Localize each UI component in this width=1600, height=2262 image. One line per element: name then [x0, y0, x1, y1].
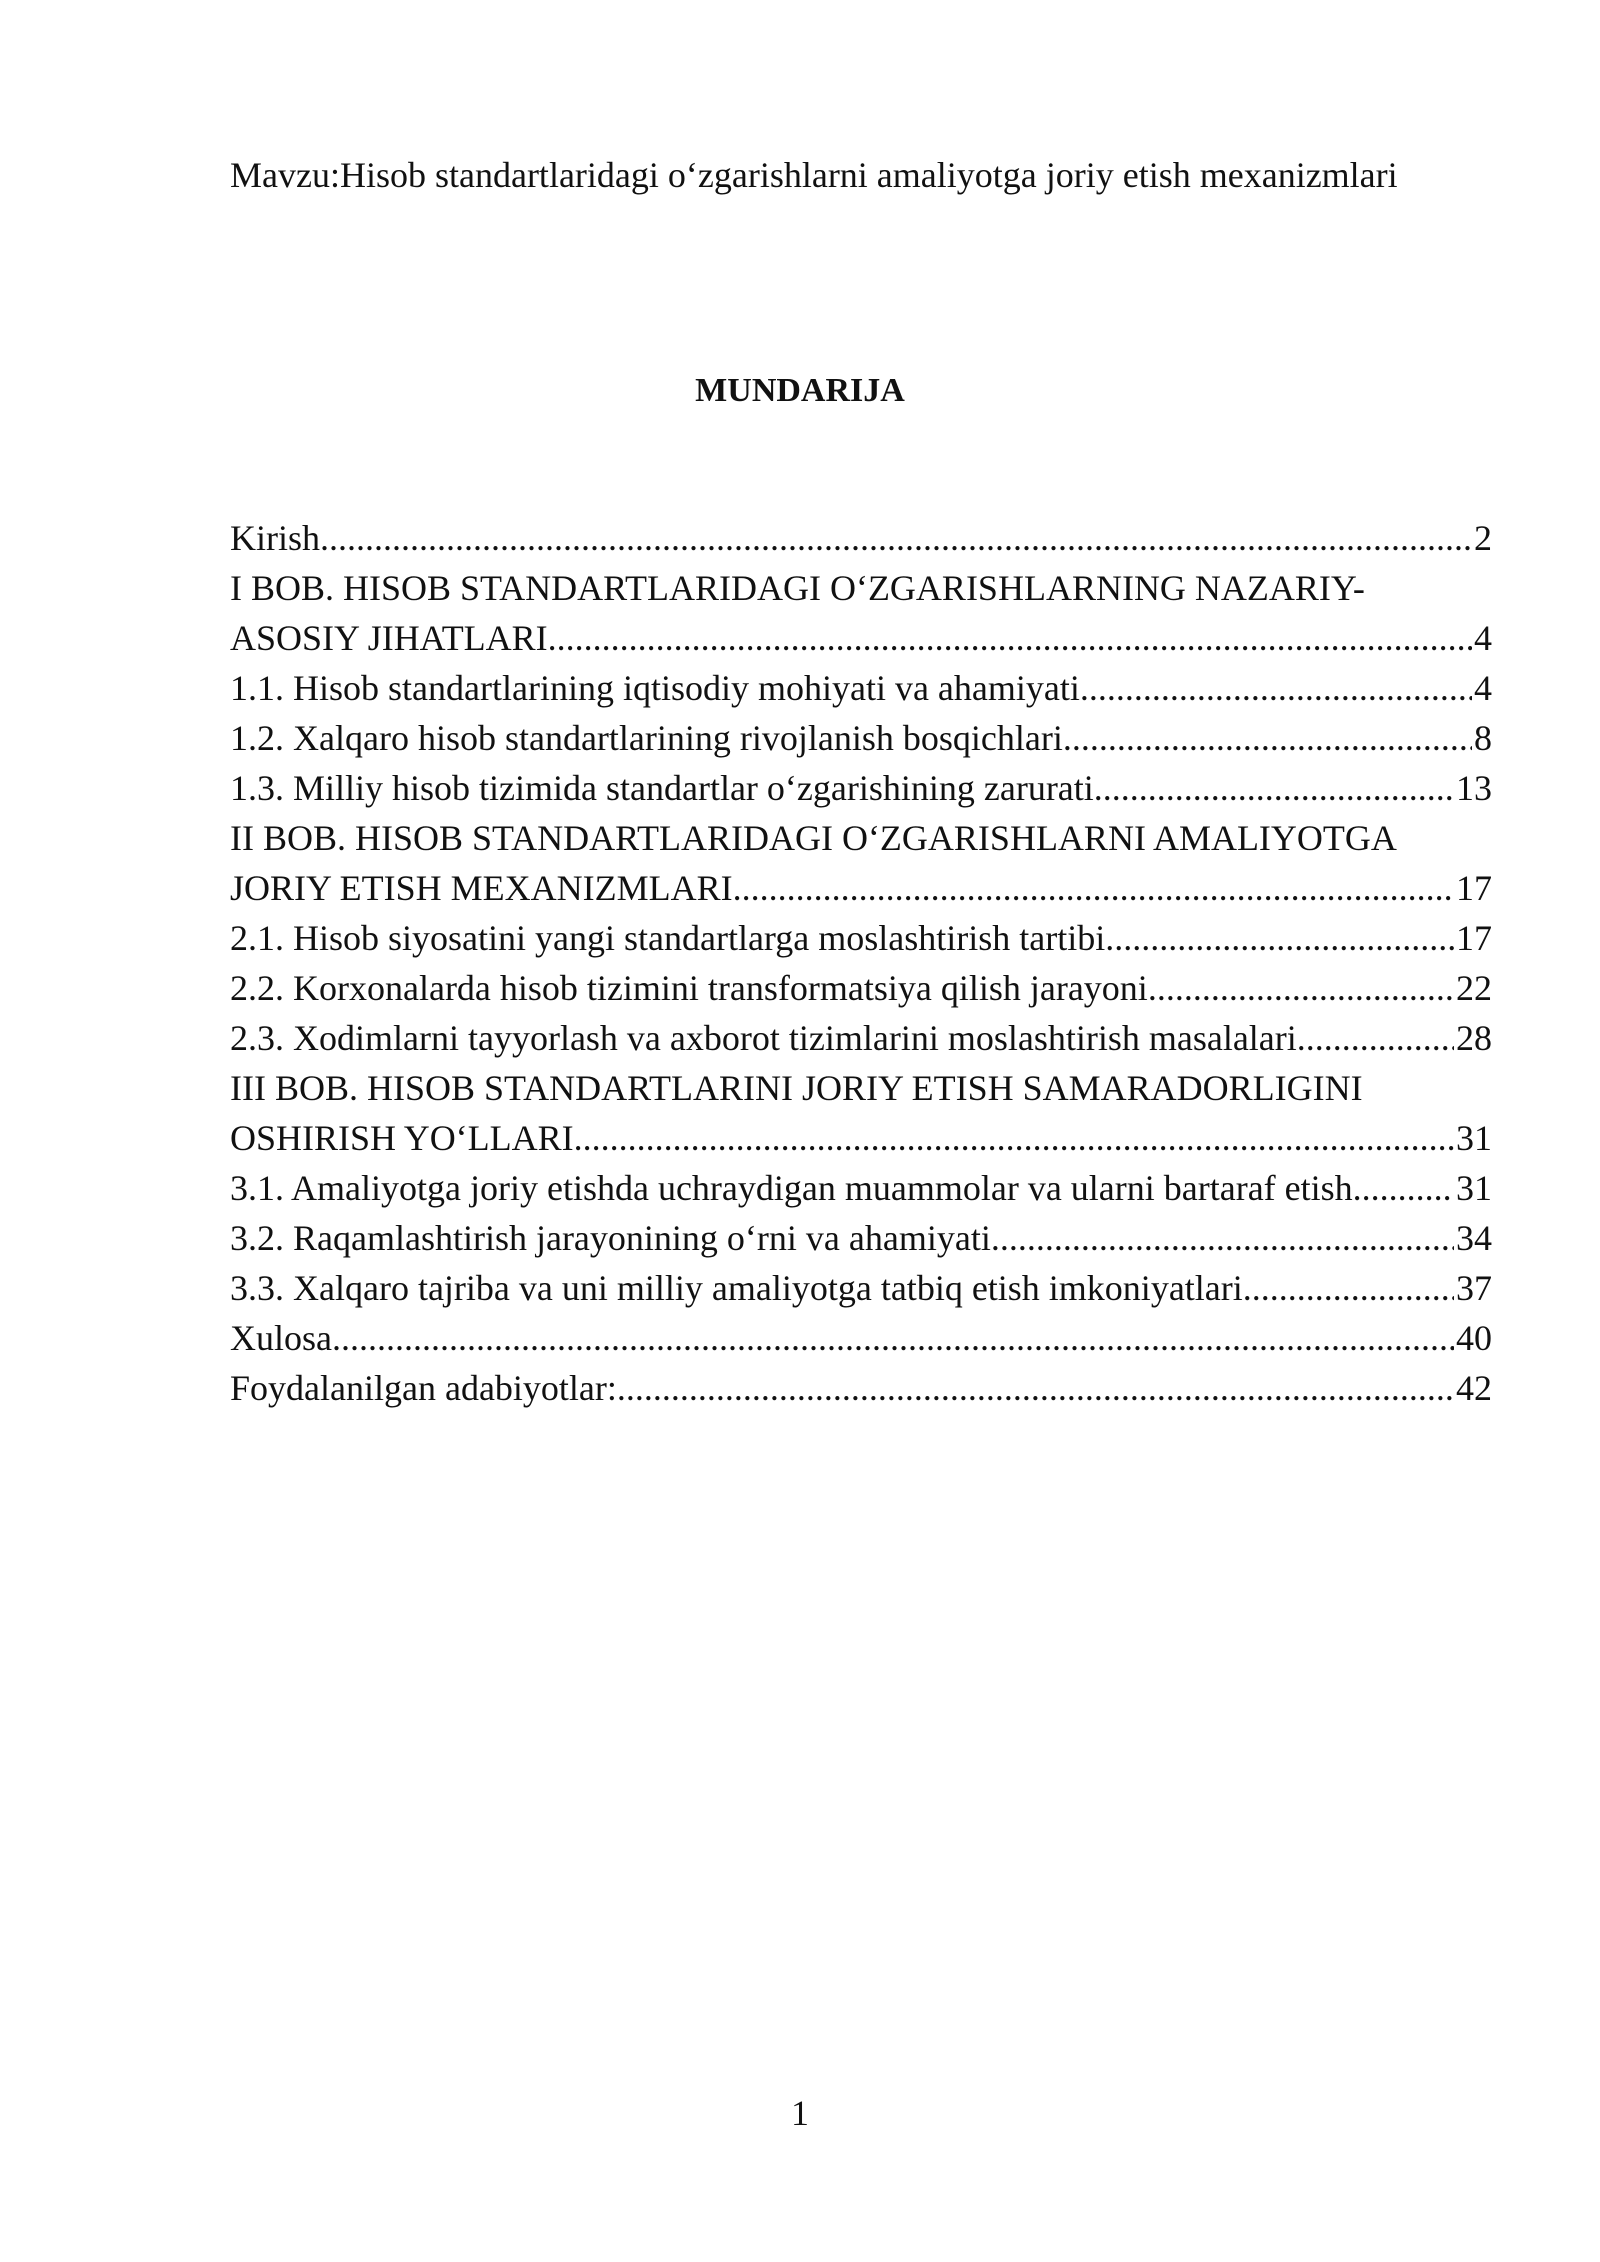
toc-entry[interactable]: [230, 1063, 1492, 1163]
toc-dot-leader: [1063, 713, 1472, 763]
toc-dot-leader: [1148, 963, 1454, 1013]
toc-entry-title: Foydalanilgan adabiyotlar:: [230, 1368, 617, 1408]
toc-entry-line: [230, 1363, 1492, 1413]
toc-entry-title: Kirish: [230, 518, 320, 558]
toc-entry-line: [230, 763, 1492, 813]
toc-entry-title: JORIY ETISH MEXANIZMLARI: [230, 868, 733, 908]
toc-dot-leader: [1080, 663, 1472, 713]
toc-entry[interactable]: [230, 1013, 1492, 1063]
toc-entry-page: 17: [1456, 868, 1492, 908]
toc-entry-title: 1.2. Xalqaro hisob standartlarining rivojlanish bosqichlari: [230, 718, 1063, 758]
toc-entry[interactable]: [230, 713, 1492, 763]
toc-entry-line: [230, 963, 1492, 1013]
toc-entry-title: ASOSIY JIHATLARI: [230, 618, 548, 658]
toc-entry[interactable]: [230, 1263, 1492, 1313]
toc-dot-leader: [1353, 1163, 1454, 1213]
toc-entry-line: [230, 863, 1492, 913]
toc-entry-title: 2.3. Xodimlarni tayyorlash va axborot tizimlarini moslashtirish masalalari: [230, 1018, 1297, 1058]
toc-entry[interactable]: [230, 513, 1492, 563]
toc-entry-title: 2.1. Hisob siyosatini yangi standartlarga moslashtirish tartibi: [230, 918, 1106, 958]
page-number: 1: [791, 2093, 809, 2133]
toc-entry-line: [230, 1013, 1492, 1063]
toc-entry-line: [230, 663, 1492, 713]
toc-entry-title: 3.1. Amaliyotga joriy etishda uchraydigan muammolar va ularni bartaraf etish: [230, 1168, 1353, 1208]
toc-dot-leader: [548, 613, 1472, 663]
toc-entry-line: [230, 1263, 1492, 1313]
toc-heading: MUNDARIJA: [695, 372, 905, 409]
toc-entry[interactable]: [230, 763, 1492, 813]
toc-entry[interactable]: [230, 913, 1492, 963]
toc-entry-title-line: III BOB. HISOB STANDARTLARINI JORIY ETISH SAMARADORLIGINI: [230, 1068, 1363, 1108]
toc-entry-line: [230, 1213, 1492, 1263]
toc-entry-page: 8: [1474, 718, 1492, 758]
toc-entry-title: 3.3. Xalqaro tajriba va uni milliy amaliyotga tatbiq etish imkoniyatlari: [230, 1268, 1243, 1308]
toc-entry[interactable]: [230, 1313, 1492, 1363]
toc-dot-leader: [332, 1313, 1454, 1363]
toc-entry-page: 17: [1456, 918, 1492, 958]
toc-entry[interactable]: [230, 1163, 1492, 1213]
toc-entry-title: 1.3. Milliy hisob tizimida standartlar o‘zgarishining zarurati: [230, 768, 1094, 808]
toc-entry-page: 4: [1474, 668, 1492, 708]
toc-dot-leader: [1243, 1263, 1454, 1313]
toc-entry[interactable]: [230, 563, 1492, 663]
toc-entry-page: 13: [1456, 768, 1492, 808]
toc-dot-leader: [1105, 913, 1454, 963]
toc-entry-page: 40: [1456, 1318, 1492, 1358]
toc-entry-title: 3.2. Raqamlashtirish jarayonining o‘rni va ahamiyati: [230, 1218, 991, 1258]
toc-entry-title: 1.1. Hisob standartlarining iqtisodiy mohiyati va ahamiyati: [230, 668, 1080, 708]
toc-dot-leader: [733, 863, 1454, 913]
toc-dot-leader: [1094, 763, 1454, 813]
toc-entry-page: 42: [1456, 1368, 1492, 1408]
toc-entry-line: [230, 513, 1492, 563]
toc-entry[interactable]: [230, 663, 1492, 713]
toc-entry[interactable]: [230, 963, 1492, 1013]
toc-entry-title: 2.2. Korxonalarda hisob tizimini transformatsiya qilish jarayoni: [230, 968, 1148, 1008]
toc-entry-title-line: I BOB. HISOB STANDARTLARIDAGI O‘ZGARISHLARNING NAZARIY-: [230, 568, 1365, 608]
toc-entry-page: 31: [1456, 1118, 1492, 1158]
table-of-contents: [230, 513, 1492, 1413]
toc-entry-page: 37: [1456, 1268, 1492, 1308]
toc-entry-line: [230, 1113, 1492, 1163]
toc-entry-line: [230, 913, 1492, 963]
toc-entry-page: 28: [1456, 1018, 1492, 1058]
toc-entry-line: [230, 1313, 1492, 1363]
toc-dot-leader: [991, 1213, 1454, 1263]
toc-entry-page: 34: [1456, 1218, 1492, 1258]
toc-entry-page: 4: [1474, 618, 1492, 658]
toc-entry-line: [230, 713, 1492, 763]
toc-dot-leader: [617, 1363, 1454, 1413]
toc-entry[interactable]: [230, 1213, 1492, 1263]
toc-entry-page: 22: [1456, 968, 1492, 1008]
toc-entry-line: [230, 1163, 1492, 1213]
toc-entry-page: 2: [1474, 518, 1492, 558]
toc-dot-leader: [574, 1113, 1454, 1163]
toc-entry[interactable]: [230, 813, 1492, 913]
document-topic: Mavzu:Hisob standartlaridagi o‘zgarishlarni amaliyotga joriy etish mexanizmlari: [230, 155, 1398, 195]
toc-dot-leader: [1297, 1013, 1454, 1063]
toc-entry[interactable]: [230, 1363, 1492, 1413]
toc-entry-page: 31: [1456, 1168, 1492, 1208]
toc-entry-title: OSHIRISH YO‘LLARI: [230, 1118, 574, 1158]
toc-entry-title: Xulosa: [230, 1318, 332, 1358]
toc-entry-line: [230, 613, 1492, 663]
toc-entry-title-line: II BOB. HISOB STANDARTLARIDAGI O‘ZGARISHLARNI AMALIYOTGA: [230, 818, 1397, 858]
toc-dot-leader: [320, 513, 1472, 563]
